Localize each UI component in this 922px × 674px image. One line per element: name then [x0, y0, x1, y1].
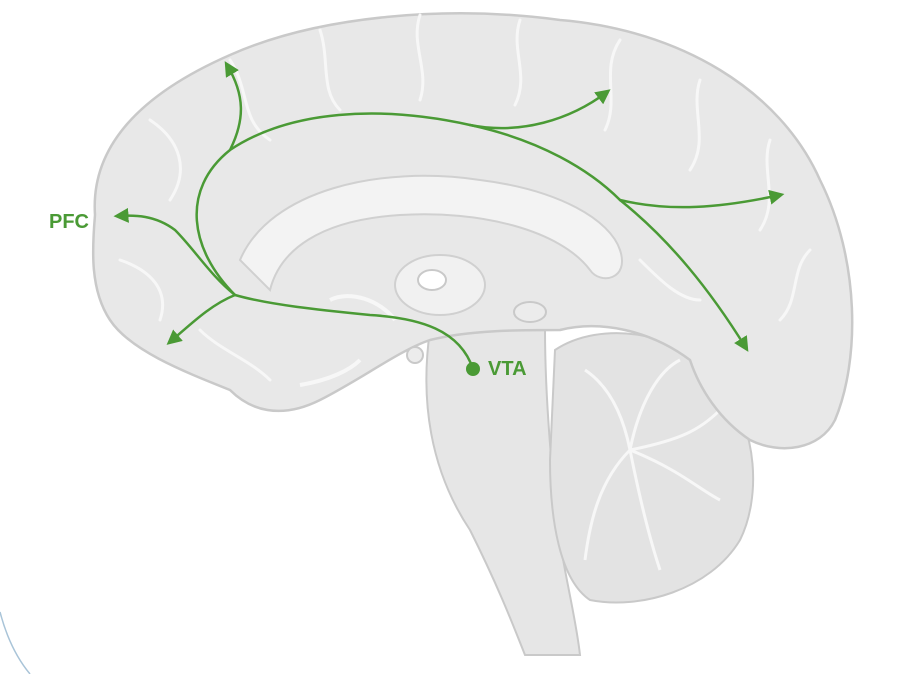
pfc-label: PFC [49, 211, 89, 233]
mammillary-body [407, 347, 423, 363]
vta-label: VTA [488, 358, 527, 380]
corner-arc [0, 612, 30, 674]
vta-dot [466, 362, 480, 376]
interthalamic-adhesion [418, 270, 446, 290]
pineal [514, 302, 546, 322]
